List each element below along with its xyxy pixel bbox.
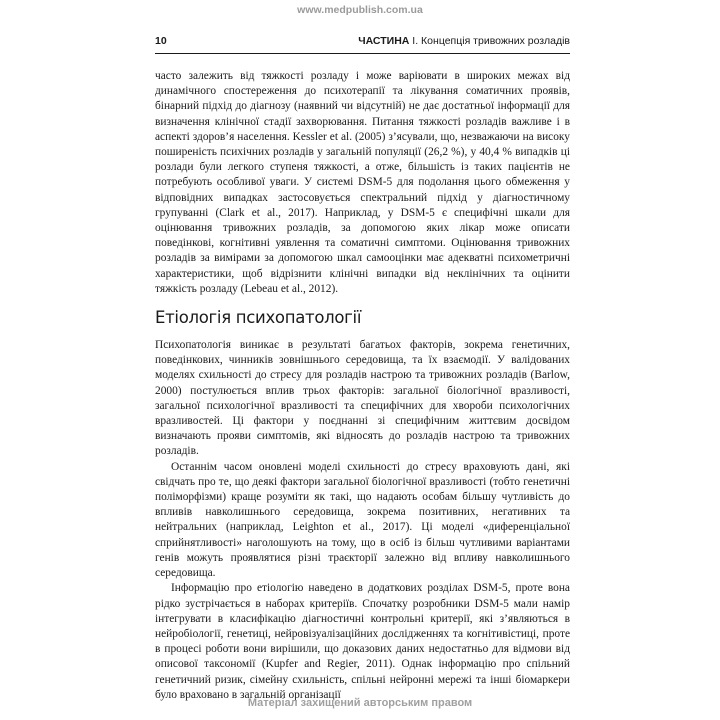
part-label: ЧАСТИНА xyxy=(358,35,410,47)
page-header xyxy=(155,35,570,51)
paragraph: Психопатологія виникає в результаті багатьох факторів, зокрема генетичних, поведінкових, чинників зовнішнього середовища, та їх взаємодії. У валідованих моделях схильності до стресу для розладів настрою та тривожних розладів (Barlow, 2000) постулюється вплив трьох факторів: загальної біологічної вразливості, загальної психологічної вразливості та специфічних для хвороби психологічних вразливостей. Ці фактори у поєднанні зі специфічним життєвим досвідом визначають прояви симптомів, які відносять до розладів настрою та тривожних розладів. xyxy=(155,339,570,458)
paragraph: часто залежить від тяжкості розладу і може варіювати в широких межах від динамічного спостереження до психотерапії та лікування соматичних проявів, бінарний підхід до діагнозу (наявний чи відсутній) не дає достатньої інформації для визначення клінічної стадії захворювання. Питання тяжкості розладів важливе і в аспекті здоров’я населення. Kessler et al. (2005) з’ясували, що, незважаючи на високу поширеність психічних розладів у загальній популяції (26,2 %), у 40,4 % випадків ці розлади були легкого ступеня тяжкості, а отже, більшість із таких пацієнтів не потребують особливої уваги. У системі DSM-5 для подолання цього обмеження у відповідних випадках застосовується спектральний підхід у діагностичному групуванні (Clark et al., 2017). Наприклад, у DSM-5 є специфічні шкали для оцінювання тривожних розладів, за допомогою яких лікар може описати поведінкові, когнітивні уявлення та соматичні симптоми. Оцінювання тривожних розладів за вимірами за допомогою шкал самооцінки має адекватні психометричні характеристики, щоб відрізнити клінічні випадки від неклінічних та оцінити тяжкість розладу (Lebeau et al., 2012). xyxy=(155,70,570,295)
part-title: І. Концепція тривожних розладів xyxy=(409,35,570,47)
paragraph: Інформацію про етіологію наведено в додаткових розділах DSM-5, проте вона рідко зустрічається в наборах критеріїв. Спочатку розробники DSM-5 мали намір інтегрувати в класифікацію діагностичні контрольні критерії, які з’являються в нейробіології, генетиці, нейровізуалізаційних дослідженнях та когнітивістиці, проте в процесі роботи вони вирішили, що доказових даних недостатньо для відмови від описової таксономії (Kupfer and Regier, 2011). Однак інформацію про спільний генетичний ризик, сімейну схильність, спільні нейронні мережі та інші біомаркери було враховано в загальній організації xyxy=(155,582,570,701)
header-rule xyxy=(155,53,570,54)
page-number: 10 xyxy=(155,35,167,47)
section-heading: Етіологія психопатології xyxy=(155,308,362,328)
page-body xyxy=(155,69,570,703)
running-head xyxy=(358,35,570,47)
copyright-watermark: Матеріал захищений авторським правом xyxy=(247,697,473,709)
site-watermark: www.medpublish.com.ua xyxy=(297,4,423,16)
paragraph: Останнім часом оновлені моделі схильності до стресу враховують дані, які свідчать про те, що деякі фактори загальної біологічної вразливості (тобто генетичні поліморфізми) краще розуміти як такі, що надають особам більшу чутливість до впливів навколишнього середовища, зокрема позитивних, негативних та нейтральних (наприклад, Leighton et al., 2017). Ці моделі «диференціальної сприйнятливості» наголошують на тому, що в осіб із більш чутливими варіантами генів можуть проявлятися різні траєкторії залежно від впливу навколишнього середовища. xyxy=(155,460,570,580)
